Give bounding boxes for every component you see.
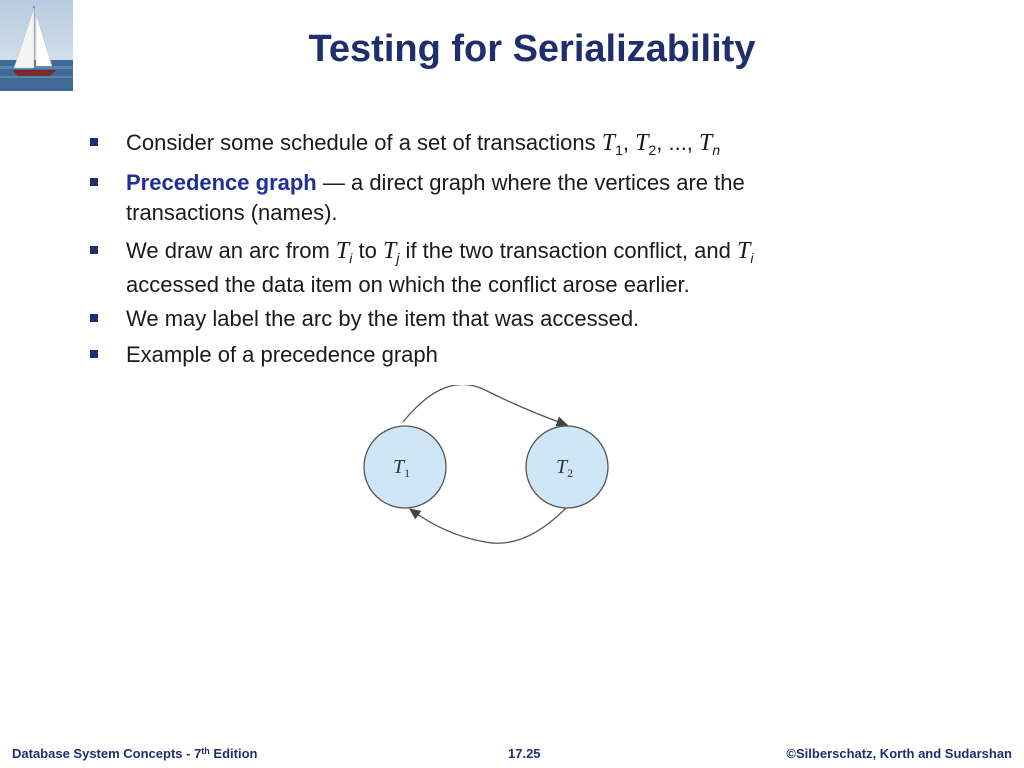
bullet-5: Example of a precedence graph <box>88 340 848 370</box>
bullet-marker <box>90 138 98 146</box>
svg-text:T2: $T_2$ <box>556 456 574 480</box>
svg-text:T1: $T_1$ <box>393 456 411 480</box>
bullet-list <box>88 128 848 370</box>
bullet-marker <box>90 246 98 254</box>
bullet-marker <box>90 314 98 322</box>
bullet-marker <box>90 350 98 358</box>
precedence-graph-diagram <box>355 385 615 550</box>
footer-copyright: ©Silberschatz, Korth and Sudarshan <box>786 746 1012 761</box>
arc-t2-to-t1 <box>410 507 567 543</box>
term-precedence-graph: Precedence graph <box>126 170 317 195</box>
footer-left: Database System Concepts - 7th Edition <box>12 746 258 761</box>
bullet-1: Consider some schedule of a set of transactions $T_1$, $T_2$, ..., $T_n$ <box>88 128 848 158</box>
page-number: 17.25 <box>508 746 541 761</box>
node-t2-label: T <box>556 456 568 478</box>
page-title: Testing for Serializability <box>308 28 756 70</box>
node-t1-label: T <box>393 456 405 478</box>
arc-t1-to-t2 <box>403 385 567 425</box>
bullet-3: We draw an arc from $T_i$ to $T_j$ if the two transaction conflict, and $T_i$ accessed the data item on which the conflict arose earlier. <box>88 234 848 302</box>
bullet-4: We may label the arc by the item that was accessed. <box>88 304 848 334</box>
bullet-2: Precedence graph — a direct graph where the vertices are the transactions (names). <box>88 168 848 228</box>
bullet-marker <box>90 178 98 186</box>
